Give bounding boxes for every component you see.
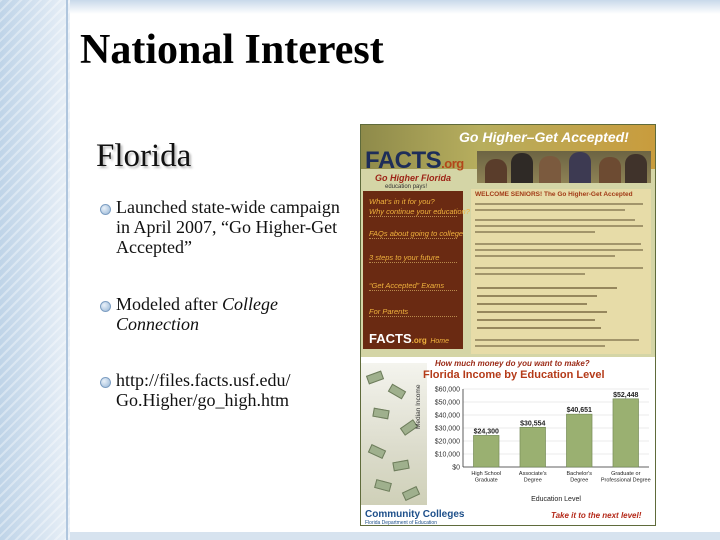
- y-tick-label: $50,000: [434, 399, 460, 407]
- x-axis-label: Education Level: [531, 496, 581, 503]
- menu-item-3-steps[interactable]: 3 steps to your future: [369, 253, 457, 263]
- x-tick-label: Bachelor's Degree: [566, 471, 593, 484]
- how-much-question: How much money do you want to make?: [435, 359, 590, 368]
- students-photo: [477, 151, 651, 183]
- x-tick-label: Graduate or Professional Degree: [600, 471, 651, 484]
- bullet-item: [100, 371, 340, 411]
- facts-home-link[interactable]: [369, 331, 449, 346]
- bullet-list: [100, 198, 340, 411]
- bar: [473, 435, 499, 467]
- student-figure: [569, 152, 591, 183]
- x-tick-label: High School Graduate: [471, 471, 502, 484]
- bar: [520, 427, 546, 467]
- dollar-bill: [368, 444, 386, 459]
- student-figure: [485, 159, 507, 183]
- y-tick-label: $30,000: [434, 425, 460, 433]
- text-line: [475, 249, 643, 251]
- y-tick-label: $10,000: [434, 451, 460, 459]
- banner-text: Go Higher–Get Accepted!: [459, 129, 629, 145]
- website-screenshot: [360, 124, 656, 526]
- menu-item-exams[interactable]: “Get Accepted” Exams: [369, 281, 457, 291]
- menu-item-why-continue[interactable]: Why continue your education?: [369, 207, 470, 216]
- student-figure: [539, 156, 561, 183]
- bar: [566, 414, 592, 467]
- slide-top-strip: [70, 0, 720, 14]
- facts-logo: [365, 147, 464, 175]
- community-colleges-logo: [365, 509, 464, 526]
- facts-home-org: .org: [411, 336, 427, 345]
- slide-title: National Interest: [80, 27, 384, 73]
- bar-value-label: $30,554: [520, 420, 546, 428]
- text-line: [475, 267, 643, 269]
- student-figure: [625, 154, 647, 183]
- text-line: [475, 203, 643, 205]
- student-figure: [511, 153, 533, 183]
- bullet-icon: [100, 204, 111, 215]
- income-chart: [427, 383, 653, 507]
- dollar-bill: [374, 479, 392, 492]
- text-line: [477, 327, 601, 329]
- site-side-menu: [363, 191, 470, 349]
- text-line: [475, 273, 585, 275]
- x-tick-label: Associate's Degree: [518, 471, 547, 484]
- bar-value-label: $24,300: [473, 428, 499, 436]
- slide-bottom-strip: [70, 532, 720, 540]
- dollar-bill: [392, 460, 409, 472]
- facts-website: [361, 125, 655, 357]
- welcome-heading: WELCOME SENIORS! The Go Higher-Get Accepted: [475, 191, 633, 198]
- bullet-text: Launched state-wide campaign in April 2007, “Go Higher-Get Accepted”: [116, 197, 340, 257]
- menu-item-parents[interactable]: For Parents: [369, 307, 457, 317]
- text-line: [477, 311, 607, 313]
- text-line: [477, 295, 597, 297]
- dollar-bill: [372, 408, 389, 420]
- text-line: [475, 255, 615, 257]
- bullet-text-italic: College Connection: [116, 294, 278, 335]
- facts-home-logo: FACTS: [369, 331, 412, 346]
- text-line: [475, 209, 625, 211]
- bullet-item: [100, 295, 340, 335]
- text-line: [475, 225, 643, 227]
- y-tick-label: $20,000: [434, 438, 460, 446]
- text-line: [475, 345, 605, 347]
- menu-item-faqs[interactable]: FAQs about going to college: [369, 229, 464, 238]
- text-line: [477, 303, 587, 305]
- go-higher-sub: education pays!: [385, 184, 428, 190]
- bar: [613, 399, 639, 467]
- chart-footer: [361, 507, 655, 525]
- slide-subtitle: Florida: [96, 138, 192, 174]
- dollar-bill: [402, 486, 420, 501]
- bar-value-label: $40,651: [566, 407, 592, 415]
- community-colleges-sub: Florida Department of Education: [365, 520, 437, 526]
- facts-home-label: Home: [430, 338, 450, 345]
- go-higher-florida: Go Higher Florida: [375, 173, 452, 183]
- facts-logo-text: FACTS: [365, 147, 442, 174]
- text-line: [477, 287, 617, 289]
- text-line: [475, 219, 635, 221]
- community-colleges-text: Community Colleges: [365, 509, 465, 520]
- text-line: [475, 339, 639, 341]
- text-line: [477, 319, 595, 321]
- bullet-icon: [100, 377, 111, 388]
- facts-logo-org: .org: [441, 156, 464, 171]
- y-tick-label: $60,000: [434, 386, 460, 394]
- bullet-link-text: http://files.facts.usf.edu/ Go.Higher/go_high.htm: [116, 369, 291, 410]
- slide-side-decoration: [0, 0, 70, 540]
- slogan: Take it to the next level!: [551, 511, 642, 520]
- bullet-text: Modeled after: [116, 294, 222, 315]
- text-line: [475, 243, 641, 245]
- dollar-bill: [366, 371, 384, 385]
- menu-item-whats-in-it[interactable]: What’s in it for you?: [369, 197, 435, 206]
- bullet-icon: [100, 301, 111, 312]
- y-tick-label: $40,000: [434, 412, 460, 420]
- y-axis-label: Median Income: [415, 384, 422, 429]
- y-tick-label: $0: [452, 464, 460, 472]
- chart-title: Florida Income by Education Level: [423, 369, 605, 381]
- bullet-item: [100, 198, 340, 257]
- slide-side-line: [66, 0, 68, 540]
- text-line: [475, 231, 595, 233]
- student-figure: [599, 157, 621, 183]
- dollar-bill: [388, 384, 406, 400]
- welcome-content: [471, 189, 651, 354]
- income-chart-panel: [361, 357, 655, 525]
- bar-value-label: $52,448: [613, 391, 639, 399]
